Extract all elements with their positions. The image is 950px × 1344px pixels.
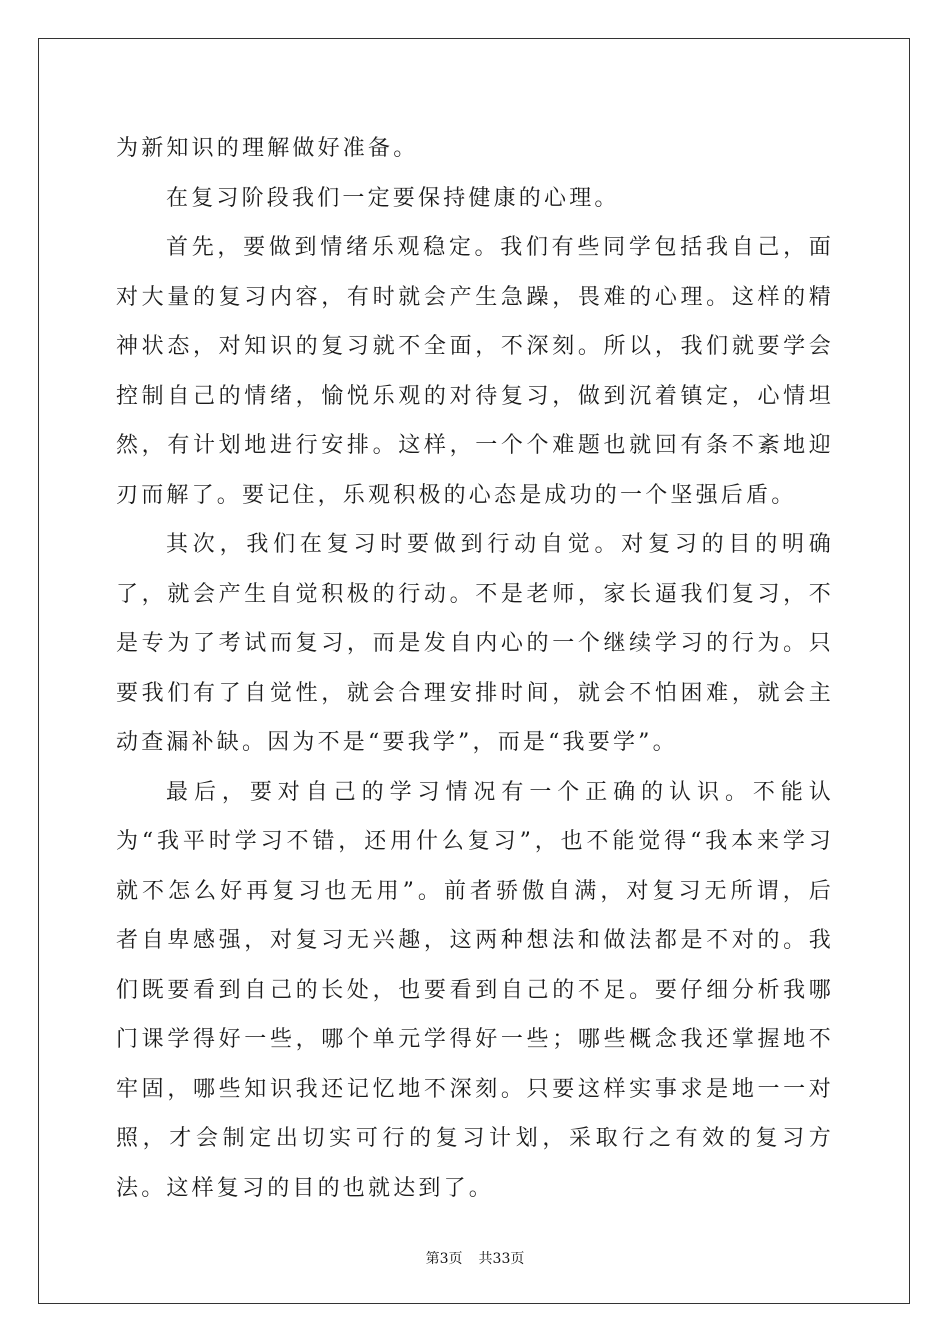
paragraph: 其次，我们在复习时要做到行动自觉。对复习的目的明确了，就会产生自觉积极的行动。不是老师，家长逼我们复习，不是专为了考试而复习，而是发自内心的一个继续学习的行为。只要我们有了自觉性，就会合理安排时间，就会不怕困难，就会主动查漏补缺。因为不是“要我学”，而是“我要学”。 (116, 532, 834, 755)
paragraph: 首先，要做到情绪乐观稳定。我们有些同学包括我自己，面对大量的复习内容，有时就会产生急躁，畏难的心理。这样的精神状态，对知识的复习就不全面，不深刻。所以，我们就要学会控制自己的情绪，愉悦乐观的对待复习，做到沉着镇定，心情坦然，有计划地进行安排。这样，一个个难题也就回有条不紊地迎刃而解了。要记住，乐观积极的心态是成功的一个坚强后盾。 (116, 235, 834, 508)
paragraph: 为新知识的理解做好准备。 (116, 136, 419, 161)
total-pages-label: 共33页 (478, 1251, 525, 1267)
document-body (116, 124, 834, 1213)
paragraph: 在复习阶段我们一定要保持健康的心理。 (166, 185, 620, 211)
current-page-label: 第3页 (425, 1251, 463, 1267)
paragraph: 最后，要对自己的学习情况有一个正确的认识。不能认为“我平时学习不错，还用什么复习”，也不能觉得“我本来学习就不怎么好再复习也无用”。前者骄傲自满，对复习无所谓，后者自卑感强，对复习无兴趣，这两种想法和做法都是不对的。我们既要看到自己的长处，也要看到自己的不足。要仔细分析我哪门课学得好一些，哪个单元学得好一些；哪些概念我还掌握地不牢固，哪些知识我还记忆地不深刻。只要这样实事求是地一一对照，才会制定出切实可行的复习计划，采取行之有效的复习方法。这样复习的目的也就达到了。 (116, 779, 834, 1201)
page-footer (0, 1248, 950, 1268)
